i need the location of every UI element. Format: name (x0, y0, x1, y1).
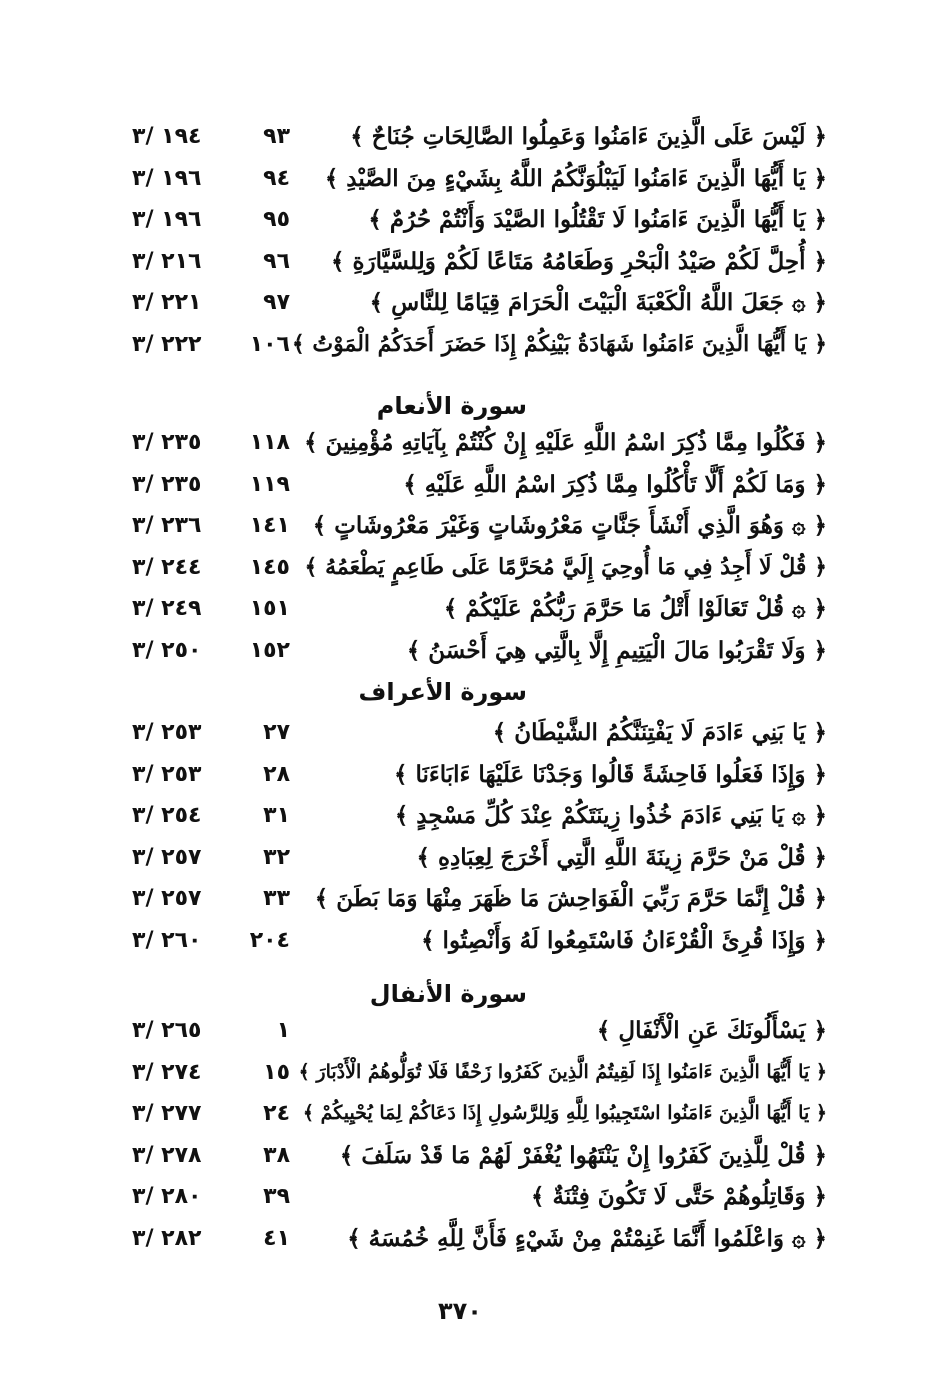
index-row (0, 630, 942, 672)
verse-text: ﴿ وَلَا تَقْرَبُوا مَالَ الْيَتِيمِ إِلَّا بِالَّتِي هِيَ أَحْسَنُ ﴾ (406, 636, 827, 664)
index-row (0, 920, 942, 962)
section-al-araf (0, 712, 942, 961)
verse-text: ﴿ يَا أَيُّهَا الَّذِينَ ءَامَنُوا شَهَادَةُ بَيْنِكُمْ إِذَا حَضَرَ أَحَدَكُمُ الْمَوْتُ ﴾ (291, 330, 827, 357)
verse-text: ﴿ ۞ جَعَلَ اللَّهُ الْكَعْبَةَ الْبَيْتَ الْحَرَامَ قِيَامًا لِلنَّاسِ ﴾ (369, 289, 827, 316)
ayah-number: ١٥٢ (249, 637, 290, 663)
volume-page-ref: ٢٣٥ /٣ (132, 430, 202, 455)
ayah-number: ٩٣ (263, 124, 290, 149)
volume-page-ref: ٢٥٣ /٣ (132, 761, 202, 787)
ayah-number: ١١٨ (249, 430, 290, 455)
index-row (0, 837, 942, 879)
index-row (0, 1093, 942, 1135)
ayah-number: ١ (276, 1018, 290, 1043)
verse-text: ﴿ وَقَاتِلُوهُمْ حَتَّى لَا تَكُونَ فِتْنَةٌ ﴾ (531, 1183, 827, 1210)
volume-page-ref: ٢٨٠ /٣ (132, 1184, 202, 1209)
verse-text: ﴿ يَسْأَلُونَكَ عَنِ الْأَنْفَالِ ﴾ (596, 1017, 827, 1044)
section-al-anam (0, 422, 942, 671)
index-row (0, 199, 942, 241)
ayah-number: ٣٣ (263, 886, 290, 911)
index-row (0, 1052, 942, 1094)
ayah-number: ٩٦ (263, 248, 290, 274)
verse-text: ﴿ أُحِلَّ لَكُمْ صَيْدُ الْبَحْرِ وَطَعَامُهُ مَتَاعًا لَكُمْ وَلِلسَّيَّارَةِ ﴾ (330, 247, 827, 275)
verse-text: ﴿ يَا أَيُّهَا الَّذِينَ ءَامَنُوا لَيَبْلُوَنَّكُمُ اللَّهُ بِشَيْءٍ مِنَ الصَّيْدِ ﴾ (324, 164, 827, 192)
ayah-number: ١٤١ (249, 513, 290, 538)
verse-text: ﴿ يَا بَنِي ءَادَمَ لَا يَفْتِنَنَّكُمُ الشَّيْطَانُ ﴾ (492, 719, 827, 746)
volume-page-ref: ٢٥٣ /٣ (132, 720, 202, 745)
verse-text: ﴿ يَا أَيُّهَا الَّذِينَ ءَامَنُوا اسْتَجِيبُوا لِلَّهِ وَلِلرَّسُولِ إِذَا دَعَاكُمْ لِمَا يُحْيِيكُمْ ﴾ (302, 1102, 827, 1124)
volume-page-ref: ٢٢١ /٣ (132, 290, 202, 315)
index-row (0, 1218, 942, 1260)
index-row (0, 324, 942, 366)
ayah-number: ٣٢ (263, 844, 290, 870)
volume-page-ref: ٢٦٥ /٣ (132, 1018, 202, 1043)
surah-title-al-araf: سورة الأعراف (358, 678, 527, 706)
verse-text: ﴿ ۞ وَاعْلَمُوا أَنَّمَا غَنِمْتُمْ مِنْ شَيْءٍ فَأَنَّ لِلَّهِ خُمُسَهُ ﴾ (347, 1224, 827, 1252)
index-row (0, 505, 942, 547)
volume-page-ref: ٢٥٤ /٣ (132, 803, 202, 828)
volume-page-ref: ١٩٤ /٣ (132, 124, 202, 149)
verse-text: ﴿ وَإِذَا قُرِئَ الْقُرْءَانُ فَاسْتَمِعُوا لَهُ وَأَنْصِتُوا ﴾ (421, 926, 827, 954)
section-al-anfal (0, 1010, 942, 1259)
index-row (0, 754, 942, 796)
volume-page-ref: ٢٧٤ /٣ (132, 1059, 202, 1085)
index-row (0, 241, 942, 283)
ayah-number: ٣٩ (263, 1184, 290, 1209)
verse-text: ﴿ فَكُلُوا مِمَّا ذُكِرَ اسْمُ اللَّهِ عَلَيْهِ إِنْ كُنْتُمْ بِآيَاتِهِ مُؤْمِنِينَ ﴾ (304, 429, 827, 456)
volume-page-ref: ٢٥٧ /٣ (132, 844, 202, 870)
verse-text: ﴿ قُلْ لِلَّذِينَ كَفَرُوا إِنْ يَنْتَهُوا يُغْفَرْ لَهُمْ مَا قَدْ سَلَفَ ﴾ (339, 1141, 827, 1169)
index-row (0, 795, 942, 837)
volume-page-ref: ٢٨٢ /٣ (132, 1225, 202, 1251)
surah-title-al-anam: سورة الأنعام (376, 392, 527, 420)
ayah-number: ١٤٥ (249, 554, 290, 580)
ayah-number: ١١٩ (249, 471, 290, 497)
volume-page-ref: ٢٦٠ /٣ (132, 927, 202, 953)
index-row (0, 712, 942, 754)
index-row (0, 116, 942, 158)
verse-text: ﴿ قُلْ مَنْ حَرَّمَ زِينَةَ اللَّهِ الَّتِي أَخْرَجَ لِعِبَادِهِ ﴾ (416, 843, 827, 871)
index-row (0, 1176, 942, 1218)
volume-page-ref: ٢٢٢ /٣ (132, 331, 202, 357)
ayah-number: ٢٠٤ (249, 927, 290, 953)
index-row (0, 1135, 942, 1177)
volume-page-ref: ١٩٦ /٣ (132, 207, 202, 232)
volume-page-ref: ١٩٦ /٣ (132, 165, 202, 191)
volume-page-ref: ٢٥٧ /٣ (132, 886, 202, 911)
index-row (0, 464, 942, 506)
section-al-maida-continued (0, 116, 942, 365)
index-row (0, 547, 942, 589)
ayah-number: ١٥١ (249, 596, 290, 621)
volume-page-ref: ٢٣٥ /٣ (132, 471, 202, 497)
verse-text: ﴿ يَا أَيُّهَا الَّذِينَ ءَامَنُوا إِذَا لَقِيتُمُ الَّذِينَ كَفَرُوا زَحْفًا فَلَا تُوَلُّوهُمُ الْأَدْبَارَ ﴾ (298, 1060, 827, 1083)
ayah-number: ٤١ (263, 1225, 290, 1251)
ayah-number: ٢٤ (263, 1101, 290, 1126)
verse-text: ﴿ قُلْ لَا أَجِدُ فِي مَا أُوحِيَ إِلَيَّ مُحَرَّمًا عَلَى طَاعِمٍ يَطْعَمُهُ ﴾ (304, 553, 827, 580)
volume-page-ref: ٢٥٠ /٣ (132, 637, 202, 663)
ayah-number: ٢٧ (263, 720, 290, 745)
ayah-number: ٩٤ (263, 165, 290, 191)
volume-page-ref: ٢٧٧ /٣ (132, 1101, 202, 1126)
ayah-number: ٣١ (263, 803, 290, 828)
ayah-number: ٢٨ (263, 761, 290, 787)
volume-page-ref: ٢١٦ /٣ (132, 248, 202, 274)
verse-text: ﴿ ۞ قُلْ تَعَالَوْا أَتْلُ مَا حَرَّمَ رَبُّكُمْ عَلَيْكُمْ ﴾ (443, 595, 827, 622)
verse-text: ﴿ يَا أَيُّهَا الَّذِينَ ءَامَنُوا لَا تَقْتُلُوا الصَّيْدَ وَأَنْتُمْ حُرُمٌ ﴾ (368, 206, 827, 233)
verse-text: ﴿ ۞ وَهُوَ الَّذِي أَنْشَأَ جَنَّاتٍ مَعْرُوشَاتٍ وَغَيْرَ مَعْرُوشَاتٍ ﴾ (312, 512, 827, 539)
volume-page-ref: ٢٤٩ /٣ (132, 596, 202, 621)
index-row (0, 1010, 942, 1052)
verse-text: ﴿ وَإِذَا فَعَلُوا فَاحِشَةً قَالُوا وَجَدْنَا عَلَيْهَا ءَابَاءَنَا ﴾ (393, 760, 827, 788)
index-row (0, 878, 942, 920)
index-row (0, 282, 942, 324)
volume-page-ref: ٢٣٦ /٣ (132, 513, 202, 538)
volume-page-ref: ٢٤٤ /٣ (132, 554, 202, 580)
index-row (0, 158, 942, 200)
verse-text: ﴿ لَيْسَ عَلَى الَّذِينَ ءَامَنُوا وَعَمِلُوا الصَّالِحَاتِ جُنَاحٌ ﴾ (350, 123, 827, 150)
ayah-number: ١٠٦ (249, 331, 290, 357)
verse-text: ﴿ ۞ يَا بَنِي ءَادَمَ خُذُوا زِينَتَكُمْ عِنْدَ كُلِّ مَسْجِدٍ ﴾ (394, 802, 827, 829)
index-row (0, 588, 942, 630)
ayah-number: ١٥ (263, 1059, 290, 1085)
page-number: ٣٧٠ (438, 1297, 482, 1325)
ayah-number: ٩٥ (263, 207, 290, 232)
ayah-number: ٩٧ (263, 290, 290, 315)
verse-text: ﴿ وَمَا لَكُمْ أَلَّا تَأْكُلُوا مِمَّا ذُكِرَ اسْمُ اللَّهِ عَلَيْهِ ﴾ (403, 470, 827, 498)
ayah-number: ٣٨ (263, 1142, 290, 1168)
verse-text: ﴿ قُلْ إِنَّمَا حَرَّمَ رَبِّيَ الْفَوَاحِشَ مَا ظَهَرَ مِنْهَا وَمَا بَطَنَ ﴾ (314, 885, 827, 912)
index-row (0, 422, 942, 464)
surah-title-al-anfal: سورة الأنفال (369, 980, 527, 1008)
volume-page-ref: ٢٧٨ /٣ (132, 1142, 202, 1168)
